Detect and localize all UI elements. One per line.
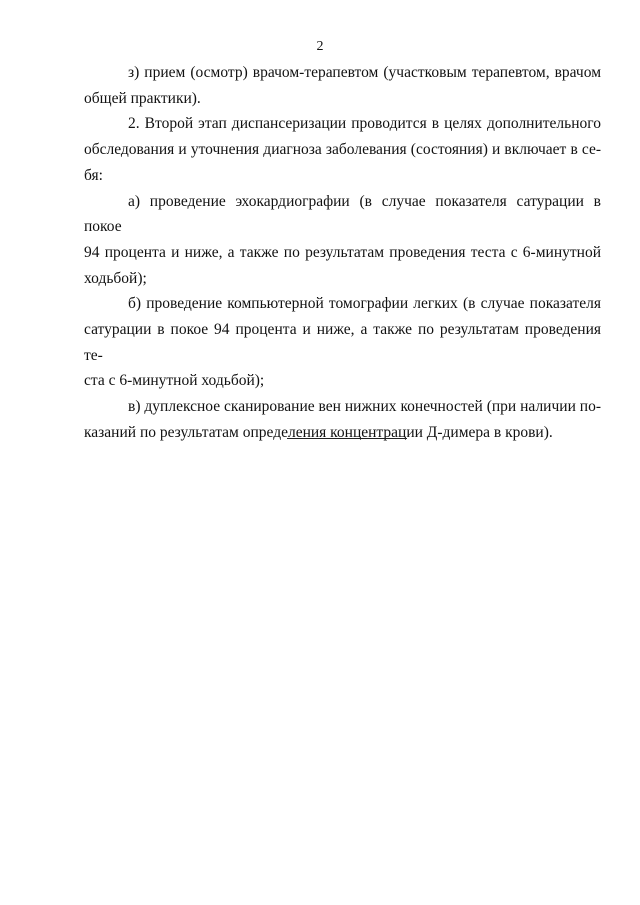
paragraph-line: б) проведение компьютерной томографии легких (в случае показателя [128, 295, 601, 313]
paragraph-item-a [84, 189, 601, 292]
paragraph-line: 94 процента и ниже, а также по результатам проведения теста с 6-минутной [84, 243, 601, 261]
paragraph-line: 2. Второй этап диспансеризации проводится в целях дополнительного [128, 115, 601, 133]
paragraph-line: а) проведение эхокардиографии (в случае показателя сатурации в покое [84, 192, 601, 236]
paragraph-line: в) дуплексное сканирование вен нижних конечностей (при наличии по- [128, 398, 601, 416]
paragraph-line: бя: [84, 166, 103, 184]
paragraph-line: казаний по результатам определения концентрации Д-димера в крови). [84, 423, 553, 441]
paragraph-line: з) прием (осмотр) врачом-терапевтом (участковым терапевтом, врачом [128, 64, 601, 81]
paragraph-item-2 [84, 111, 601, 188]
page-number: 2 [316, 39, 324, 54]
paragraph-line: сатурации в покое 94 процента и ниже, а также по результатам проведения те- [84, 321, 601, 364]
paragraph-line: ходьбой); [84, 269, 147, 287]
document-body [84, 60, 601, 446]
paragraph-line: ста с 6-минутной ходьбой); [84, 372, 265, 390]
paragraph-line: общей практики). [84, 89, 201, 107]
paragraph-line: обследования и уточнения диагноза заболевания (состояния) и включает в се- [84, 141, 601, 159]
end-of-text-rule [287, 438, 407, 439]
paragraph-item-b [84, 291, 601, 394]
paragraph-item-z [84, 60, 601, 111]
